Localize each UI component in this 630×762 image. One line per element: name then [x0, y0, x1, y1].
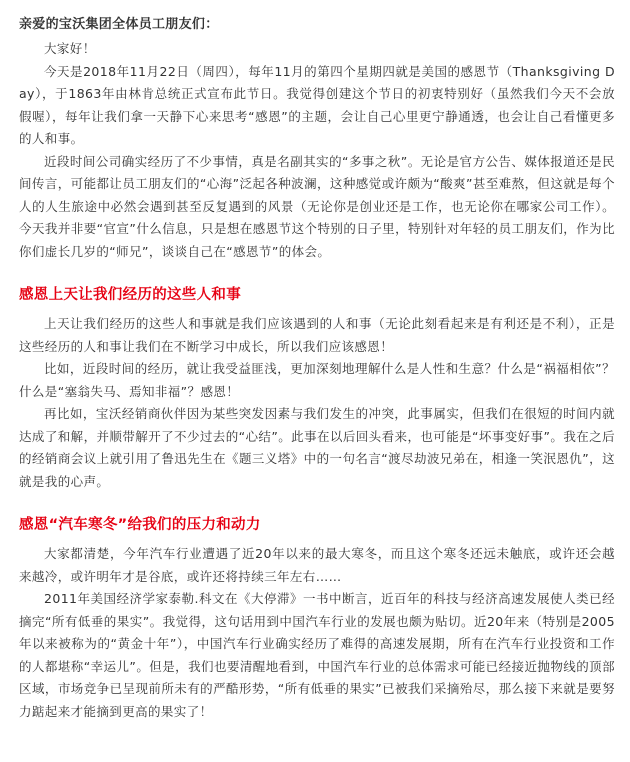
- intro-paragraph-1: 今天是2018年11月22日（周四），每年11月的第四个星期四就是美国的感恩节（Thanksgiving Day），于1863年由林肯总统正式宣布此节日。我觉得创建这个节日的初衷特别好（虽然我们今天不会放假喔），每年让我们拿一天静下心来思考“感恩”的主题，会让自己心里更宁静通透，也会让自己看懂更多的人和事。: [19, 63, 615, 146]
- intro-paragraph-2: 近段时间公司确实经历了不少事情，真是名副其实的“多事之秋”。无论是官方公告、媒体报道还是民间传言，可能都让员工朋友们的“心海”泛起各种波澜，这种感觉或许颇为“酸爽”甚至难熬，但这就是每个人的人生旅途中必然会遇到甚至反复遇到的风景（无论你是创业还是工作，也无论你在哪家公司工作）。今天我并非要“官宣”什么信息，只是想在感恩节这个特别的日子里，特别针对年轻的员工朋友们，作为比你们虚长几岁的“师兄”，谈谈自己在“感恩节”的体会。: [19, 153, 615, 259]
- section2-paragraph-2: 2011年美国经济学家泰勒.科文在《大停滞》一书中断言，近百年的科技与经济高速发展使人类已经摘完“所有低垂的果实”。我觉得，这句话用到中国汽车行业的发展也颇为贴切。近20年来（特别是2005年以来被称为的“黄金十年”），中国汽车行业确实经历了难得的高速发展期，所有在汽车行业投资和工作的人都堪称“幸运儿”。但是，我们也要清醒地看到，中国汽车行业的总体需求可能已经接近抛物线的顶部区域，市场竞争已呈现前所未有的严酷形势，“所有低垂的果实”已被我们采摘殆尽，那么接下来就是要努力踮起来才能摘到更高的果实了！: [19, 591, 615, 719]
- intro-hello: 大家好！: [44, 41, 96, 56]
- section1-paragraph-2: 比如，近段时间的经历，就让我受益匪浅，更加深刻地理解什么是人性和生意？什么是“祸福相依”？什么是“塞翁失马、焉知非福”？感恩！: [19, 361, 615, 399]
- section1-paragraph-1: 上天让我们经历的这些人和事就是我们应该遇到的人和事（无论此刻看起来是有利还是不利），正是这些经历的人和事让我们在不断学习中成长，所以我们应该感恩！: [19, 316, 615, 354]
- section1-paragraph-3: 再比如，宝沃经销商伙伴因为某些突发因素与我们发生的冲突，此事属实，但我们在很短的时间内就达成了和解，并顺带解开了不少过去的“心结”。此事在以后回头看来，也可能是“坏事变好事”。我在之后的经销商会议上就引用了鲁迅先生在《题三义塔》中的一句名言“渡尽劫波兄弟在，相逢一笑泯恩仇”，这就是我的心声。: [19, 406, 615, 489]
- section-heading-gratitude-experiences: 感恩上天让我们经历的这些人和事: [19, 287, 241, 303]
- section-heading-auto-winter: 感恩“汽车寒冬”给我们的压力和动力: [19, 517, 261, 533]
- letter-greeting: 亲爱的宝沃集团全体员工朋友们：: [19, 17, 219, 32]
- letter-article: [19, 16, 615, 723]
- section2-paragraph-1: 大家都清楚，今年汽车行业遭遇了近20年以来的最大寒冬，而且这个寒冬还远未触底，或许还会越来越冷，或许明年才是谷底，或许还将持续三年左右……: [19, 546, 615, 584]
